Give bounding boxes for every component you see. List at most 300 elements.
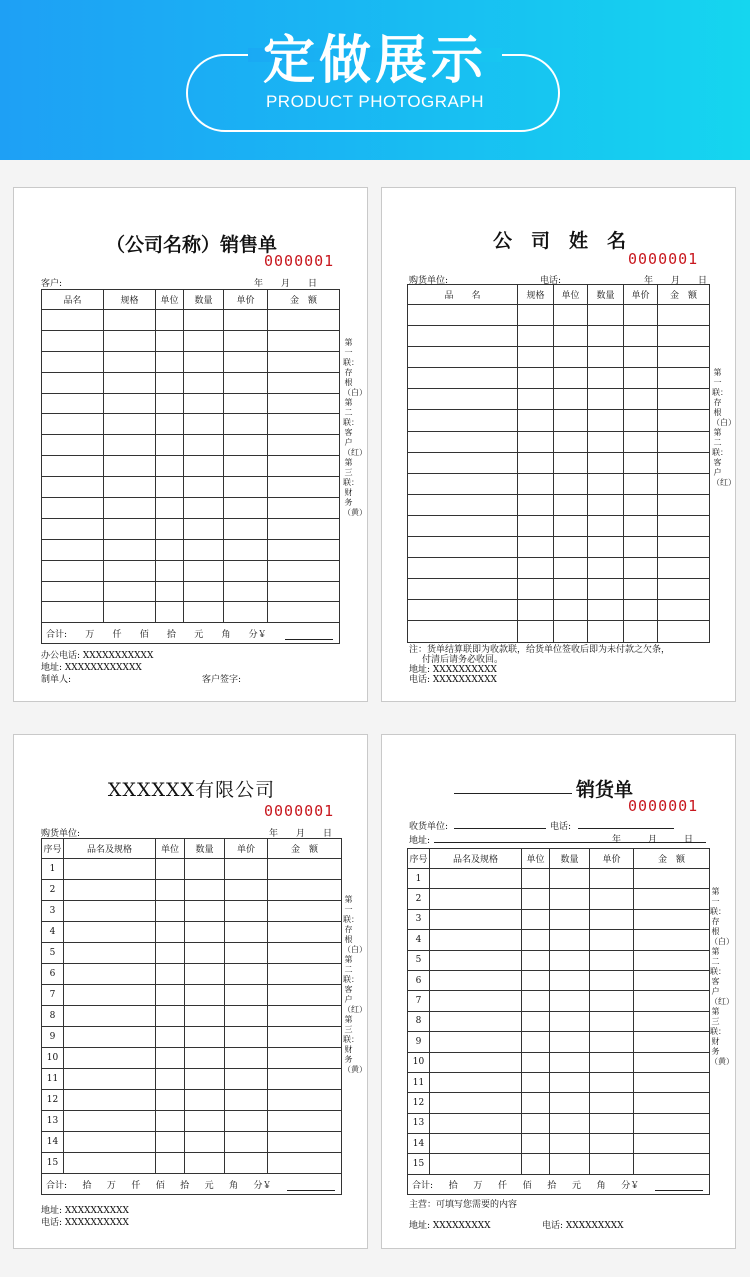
table-cell[interactable] xyxy=(64,964,156,985)
table-cell[interactable] xyxy=(590,1154,634,1174)
table-cell[interactable] xyxy=(268,880,342,901)
table-cell[interactable] xyxy=(624,368,658,389)
table-cell[interactable] xyxy=(522,1052,550,1072)
table-cell[interactable] xyxy=(156,372,184,393)
table-cell[interactable] xyxy=(268,518,340,539)
table-cell[interactable] xyxy=(156,1027,185,1048)
table-cell[interactable] xyxy=(185,1090,225,1111)
table-cell[interactable] xyxy=(658,305,710,326)
table-cell[interactable] xyxy=(624,579,658,600)
table-cell[interactable] xyxy=(430,950,522,970)
table-cell[interactable] xyxy=(634,950,710,970)
table-cell[interactable] xyxy=(42,477,104,498)
table-cell[interactable] xyxy=(156,539,184,560)
table-cell[interactable] xyxy=(430,909,522,929)
table-cell[interactable] xyxy=(184,498,224,519)
table-cell[interactable] xyxy=(522,970,550,990)
table-cell[interactable] xyxy=(104,393,156,414)
table-cell[interactable] xyxy=(42,581,104,602)
table-cell[interactable] xyxy=(522,889,550,909)
table-cell[interactable] xyxy=(554,410,588,431)
table-cell[interactable] xyxy=(268,1006,342,1027)
sum-amount-blank[interactable] xyxy=(655,1178,703,1191)
table-cell[interactable] xyxy=(522,869,550,889)
table-cell[interactable] xyxy=(624,410,658,431)
table-cell[interactable] xyxy=(624,431,658,452)
table-cell[interactable] xyxy=(408,621,518,642)
table-cell[interactable] xyxy=(658,452,710,473)
table-cell[interactable] xyxy=(156,1132,185,1153)
table-cell[interactable] xyxy=(224,351,268,372)
table-cell[interactable] xyxy=(430,1113,522,1133)
table-cell[interactable] xyxy=(408,305,518,326)
table-cell[interactable] xyxy=(554,600,588,621)
table-cell[interactable] xyxy=(268,498,340,519)
table-cell[interactable] xyxy=(42,518,104,539)
table-cell[interactable] xyxy=(104,351,156,372)
table-cell[interactable] xyxy=(268,393,340,414)
table-cell[interactable] xyxy=(590,1032,634,1052)
table-cell[interactable] xyxy=(268,964,342,985)
table-cell[interactable] xyxy=(518,389,554,410)
table-cell[interactable] xyxy=(518,452,554,473)
table-cell[interactable] xyxy=(268,456,340,477)
table-cell[interactable] xyxy=(518,600,554,621)
table-cell[interactable] xyxy=(184,330,224,351)
table-cell[interactable] xyxy=(104,477,156,498)
table-cell[interactable] xyxy=(634,909,710,929)
table-cell[interactable] xyxy=(104,602,156,623)
table-cell[interactable] xyxy=(658,347,710,368)
table-cell[interactable] xyxy=(268,985,342,1006)
table-cell[interactable] xyxy=(64,985,156,1006)
table-cell[interactable] xyxy=(588,326,624,347)
table-cell[interactable] xyxy=(268,602,340,623)
table-cell[interactable] xyxy=(658,410,710,431)
table-cell[interactable] xyxy=(156,880,185,901)
table-cell[interactable] xyxy=(624,621,658,642)
table-cell[interactable] xyxy=(550,1093,590,1113)
table-cell[interactable] xyxy=(658,600,710,621)
table-cell[interactable] xyxy=(64,1090,156,1111)
table-cell[interactable] xyxy=(658,431,710,452)
table-cell[interactable] xyxy=(185,985,225,1006)
table-cell[interactable] xyxy=(518,537,554,558)
table-cell[interactable] xyxy=(42,498,104,519)
table-cell[interactable] xyxy=(518,410,554,431)
table-cell[interactable] xyxy=(634,1134,710,1154)
table-cell[interactable] xyxy=(518,558,554,579)
table-cell[interactable] xyxy=(185,1111,225,1132)
table-cell[interactable] xyxy=(634,1113,710,1133)
table-cell[interactable] xyxy=(658,558,710,579)
table-cell[interactable] xyxy=(430,1011,522,1031)
table-cell[interactable] xyxy=(430,869,522,889)
table-cell[interactable] xyxy=(184,435,224,456)
table-cell[interactable] xyxy=(518,431,554,452)
table-cell[interactable] xyxy=(590,991,634,1011)
table-cell[interactable] xyxy=(225,1153,268,1174)
table-cell[interactable] xyxy=(104,414,156,435)
table-cell[interactable] xyxy=(588,389,624,410)
table-cell[interactable] xyxy=(518,494,554,515)
table-cell[interactable] xyxy=(225,1027,268,1048)
table-cell[interactable] xyxy=(225,1090,268,1111)
table-cell[interactable] xyxy=(156,964,185,985)
table-cell[interactable] xyxy=(268,1048,342,1069)
table-cell[interactable] xyxy=(184,477,224,498)
table-cell[interactable] xyxy=(408,537,518,558)
table-cell[interactable] xyxy=(518,368,554,389)
table-cell[interactable] xyxy=(522,991,550,1011)
table-cell[interactable] xyxy=(518,515,554,536)
table-cell[interactable] xyxy=(550,909,590,929)
table-cell[interactable] xyxy=(588,347,624,368)
table-cell[interactable] xyxy=(658,473,710,494)
table-cell[interactable] xyxy=(554,389,588,410)
table-cell[interactable] xyxy=(554,326,588,347)
table-cell[interactable] xyxy=(156,351,184,372)
table-cell[interactable] xyxy=(658,389,710,410)
table-cell[interactable] xyxy=(225,922,268,943)
table-cell[interactable] xyxy=(268,943,342,964)
table-cell[interactable] xyxy=(64,1111,156,1132)
table-cell[interactable] xyxy=(522,1093,550,1113)
table-cell[interactable] xyxy=(658,326,710,347)
table-cell[interactable] xyxy=(156,393,184,414)
table-cell[interactable] xyxy=(430,1052,522,1072)
table-cell[interactable] xyxy=(268,1111,342,1132)
table-cell[interactable] xyxy=(225,859,268,880)
table-cell[interactable] xyxy=(184,518,224,539)
table-cell[interactable] xyxy=(408,368,518,389)
table-cell[interactable] xyxy=(522,930,550,950)
table-cell[interactable] xyxy=(104,498,156,519)
table-cell[interactable] xyxy=(550,1032,590,1052)
table-cell[interactable] xyxy=(104,435,156,456)
table-cell[interactable] xyxy=(430,930,522,950)
table-cell[interactable] xyxy=(588,494,624,515)
table-cell[interactable] xyxy=(554,494,588,515)
table-cell[interactable] xyxy=(225,880,268,901)
table-cell[interactable] xyxy=(185,1006,225,1027)
table-cell[interactable] xyxy=(268,1090,342,1111)
table-cell[interactable] xyxy=(408,452,518,473)
table-cell[interactable] xyxy=(184,581,224,602)
table-cell[interactable] xyxy=(224,518,268,539)
table-cell[interactable] xyxy=(42,414,104,435)
table-cell[interactable] xyxy=(224,539,268,560)
table-cell[interactable] xyxy=(430,1134,522,1154)
table-cell[interactable] xyxy=(430,1093,522,1113)
table-cell[interactable] xyxy=(268,435,340,456)
table-cell[interactable] xyxy=(42,602,104,623)
table-cell[interactable] xyxy=(156,1153,185,1174)
table-cell[interactable] xyxy=(554,621,588,642)
table-cell[interactable] xyxy=(42,456,104,477)
table-cell[interactable] xyxy=(185,1132,225,1153)
table-cell[interactable] xyxy=(554,579,588,600)
table-cell[interactable] xyxy=(624,305,658,326)
table-cell[interactable] xyxy=(624,600,658,621)
table-cell[interactable] xyxy=(185,901,225,922)
table-cell[interactable] xyxy=(522,909,550,929)
table-cell[interactable] xyxy=(42,539,104,560)
table-cell[interactable] xyxy=(550,1154,590,1174)
table-cell[interactable] xyxy=(590,1093,634,1113)
table-cell[interactable] xyxy=(64,859,156,880)
table-cell[interactable] xyxy=(550,1052,590,1072)
table-cell[interactable] xyxy=(588,368,624,389)
table-cell[interactable] xyxy=(590,1052,634,1072)
table-cell[interactable] xyxy=(430,889,522,909)
table-cell[interactable] xyxy=(64,922,156,943)
table-cell[interactable] xyxy=(634,889,710,909)
table-cell[interactable] xyxy=(64,1048,156,1069)
table-cell[interactable] xyxy=(430,970,522,990)
table-cell[interactable] xyxy=(225,964,268,985)
table-cell[interactable] xyxy=(624,558,658,579)
table-cell[interactable] xyxy=(588,515,624,536)
table-cell[interactable] xyxy=(430,991,522,1011)
table-cell[interactable] xyxy=(224,435,268,456)
table-cell[interactable] xyxy=(184,602,224,623)
table-cell[interactable] xyxy=(64,1069,156,1090)
table-cell[interactable] xyxy=(156,1006,185,1027)
table-cell[interactable] xyxy=(624,473,658,494)
table-cell[interactable] xyxy=(634,930,710,950)
table-cell[interactable] xyxy=(268,1132,342,1153)
table-cell[interactable] xyxy=(554,515,588,536)
table-cell[interactable] xyxy=(590,950,634,970)
table-cell[interactable] xyxy=(184,414,224,435)
table-cell[interactable] xyxy=(408,347,518,368)
table-cell[interactable] xyxy=(554,347,588,368)
table-cell[interactable] xyxy=(156,581,184,602)
table-cell[interactable] xyxy=(588,431,624,452)
table-cell[interactable] xyxy=(185,880,225,901)
table-cell[interactable] xyxy=(634,1011,710,1031)
table-cell[interactable] xyxy=(156,1111,185,1132)
table-cell[interactable] xyxy=(522,950,550,970)
table-cell[interactable] xyxy=(634,1032,710,1052)
table-cell[interactable] xyxy=(590,970,634,990)
table-cell[interactable] xyxy=(430,1072,522,1092)
table-cell[interactable] xyxy=(268,372,340,393)
table-cell[interactable] xyxy=(588,558,624,579)
table-cell[interactable] xyxy=(224,602,268,623)
table-cell[interactable] xyxy=(634,1072,710,1092)
table-cell[interactable] xyxy=(184,351,224,372)
table-cell[interactable] xyxy=(156,560,184,581)
table-cell[interactable] xyxy=(624,537,658,558)
table-cell[interactable] xyxy=(224,477,268,498)
table-cell[interactable] xyxy=(268,1153,342,1174)
table-cell[interactable] xyxy=(225,1069,268,1090)
table-cell[interactable] xyxy=(224,393,268,414)
table-cell[interactable] xyxy=(624,452,658,473)
table-cell[interactable] xyxy=(156,330,184,351)
table-cell[interactable] xyxy=(64,880,156,901)
table-cell[interactable] xyxy=(225,1006,268,1027)
table-cell[interactable] xyxy=(224,581,268,602)
table-cell[interactable] xyxy=(156,414,184,435)
table-cell[interactable] xyxy=(156,1069,185,1090)
table-cell[interactable] xyxy=(522,1032,550,1052)
table-cell[interactable] xyxy=(554,368,588,389)
table-cell[interactable] xyxy=(430,1032,522,1052)
table-cell[interactable] xyxy=(518,473,554,494)
table-cell[interactable] xyxy=(185,1027,225,1048)
table-cell[interactable] xyxy=(268,539,340,560)
table-cell[interactable] xyxy=(408,600,518,621)
table-cell[interactable] xyxy=(554,305,588,326)
table-cell[interactable] xyxy=(268,901,342,922)
table-cell[interactable] xyxy=(634,970,710,990)
table-cell[interactable] xyxy=(42,560,104,581)
table-cell[interactable] xyxy=(550,1113,590,1133)
table-cell[interactable] xyxy=(658,368,710,389)
table-cell[interactable] xyxy=(42,393,104,414)
table-cell[interactable] xyxy=(156,435,184,456)
table-cell[interactable] xyxy=(518,579,554,600)
table-cell[interactable] xyxy=(588,473,624,494)
table-cell[interactable] xyxy=(624,347,658,368)
table-cell[interactable] xyxy=(408,410,518,431)
table-cell[interactable] xyxy=(634,1093,710,1113)
table-cell[interactable] xyxy=(156,1048,185,1069)
table-cell[interactable] xyxy=(658,579,710,600)
table-cell[interactable] xyxy=(184,539,224,560)
table-cell[interactable] xyxy=(184,310,224,331)
table-cell[interactable] xyxy=(64,901,156,922)
table-cell[interactable] xyxy=(588,410,624,431)
table-cell[interactable] xyxy=(518,305,554,326)
table-cell[interactable] xyxy=(42,310,104,331)
table-cell[interactable] xyxy=(624,494,658,515)
table-cell[interactable] xyxy=(554,431,588,452)
table-cell[interactable] xyxy=(225,943,268,964)
table-cell[interactable] xyxy=(156,859,185,880)
table-cell[interactable] xyxy=(522,1154,550,1174)
table-cell[interactable] xyxy=(268,922,342,943)
table-cell[interactable] xyxy=(64,1027,156,1048)
table-cell[interactable] xyxy=(42,372,104,393)
table-cell[interactable] xyxy=(554,452,588,473)
table-cell[interactable] xyxy=(64,1132,156,1153)
table-cell[interactable] xyxy=(225,901,268,922)
table-cell[interactable] xyxy=(156,310,184,331)
table-cell[interactable] xyxy=(518,621,554,642)
table-cell[interactable] xyxy=(550,889,590,909)
sum-amount-blank[interactable] xyxy=(287,1178,335,1191)
table-cell[interactable] xyxy=(550,869,590,889)
table-cell[interactable] xyxy=(408,326,518,347)
table-cell[interactable] xyxy=(225,1111,268,1132)
table-cell[interactable] xyxy=(408,515,518,536)
table-cell[interactable] xyxy=(588,537,624,558)
table-cell[interactable] xyxy=(590,1072,634,1092)
table-cell[interactable] xyxy=(408,389,518,410)
table-cell[interactable] xyxy=(588,579,624,600)
table-cell[interactable] xyxy=(522,1113,550,1133)
table-cell[interactable] xyxy=(550,1011,590,1031)
table-cell[interactable] xyxy=(624,515,658,536)
table-cell[interactable] xyxy=(64,943,156,964)
table-cell[interactable] xyxy=(590,909,634,929)
table-cell[interactable] xyxy=(658,494,710,515)
table-cell[interactable] xyxy=(225,985,268,1006)
table-cell[interactable] xyxy=(588,452,624,473)
table-cell[interactable] xyxy=(408,558,518,579)
table-cell[interactable] xyxy=(518,326,554,347)
table-cell[interactable] xyxy=(268,1027,342,1048)
table-cell[interactable] xyxy=(225,1048,268,1069)
table-cell[interactable] xyxy=(185,1048,225,1069)
table-cell[interactable] xyxy=(588,621,624,642)
table-cell[interactable] xyxy=(590,930,634,950)
table-cell[interactable] xyxy=(588,600,624,621)
table-cell[interactable] xyxy=(185,964,225,985)
table-cell[interactable] xyxy=(590,1011,634,1031)
table-cell[interactable] xyxy=(268,859,342,880)
table-cell[interactable] xyxy=(658,537,710,558)
table-cell[interactable] xyxy=(268,330,340,351)
table-cell[interactable] xyxy=(634,869,710,889)
table-cell[interactable] xyxy=(42,351,104,372)
table-cell[interactable] xyxy=(156,498,184,519)
table-cell[interactable] xyxy=(550,930,590,950)
sum-amount-blank[interactable] xyxy=(285,627,333,640)
table-cell[interactable] xyxy=(408,431,518,452)
table-cell[interactable] xyxy=(408,494,518,515)
table-cell[interactable] xyxy=(554,558,588,579)
table-cell[interactable] xyxy=(658,515,710,536)
table-cell[interactable] xyxy=(588,305,624,326)
table-cell[interactable] xyxy=(185,922,225,943)
table-cell[interactable] xyxy=(156,456,184,477)
table-cell[interactable] xyxy=(184,456,224,477)
table-cell[interactable] xyxy=(225,1132,268,1153)
table-cell[interactable] xyxy=(156,477,184,498)
table-cell[interactable] xyxy=(184,560,224,581)
table-cell[interactable] xyxy=(156,901,185,922)
table-cell[interactable] xyxy=(42,435,104,456)
table-cell[interactable] xyxy=(156,602,184,623)
table-cell[interactable] xyxy=(104,581,156,602)
table-cell[interactable] xyxy=(522,1134,550,1154)
table-cell[interactable] xyxy=(518,347,554,368)
table-cell[interactable] xyxy=(408,579,518,600)
table-cell[interactable] xyxy=(104,456,156,477)
table-cell[interactable] xyxy=(634,1052,710,1072)
table-cell[interactable] xyxy=(624,326,658,347)
table-cell[interactable] xyxy=(268,414,340,435)
table-cell[interactable] xyxy=(268,560,340,581)
table-cell[interactable] xyxy=(522,1011,550,1031)
table-cell[interactable] xyxy=(550,950,590,970)
table-cell[interactable] xyxy=(104,310,156,331)
table-cell[interactable] xyxy=(185,1069,225,1090)
table-cell[interactable] xyxy=(268,1069,342,1090)
table-cell[interactable] xyxy=(104,330,156,351)
table-cell[interactable] xyxy=(550,1072,590,1092)
table-cell[interactable] xyxy=(64,1153,156,1174)
table-cell[interactable] xyxy=(550,991,590,1011)
table-cell[interactable] xyxy=(550,1134,590,1154)
table-cell[interactable] xyxy=(550,970,590,990)
table-cell[interactable] xyxy=(224,456,268,477)
